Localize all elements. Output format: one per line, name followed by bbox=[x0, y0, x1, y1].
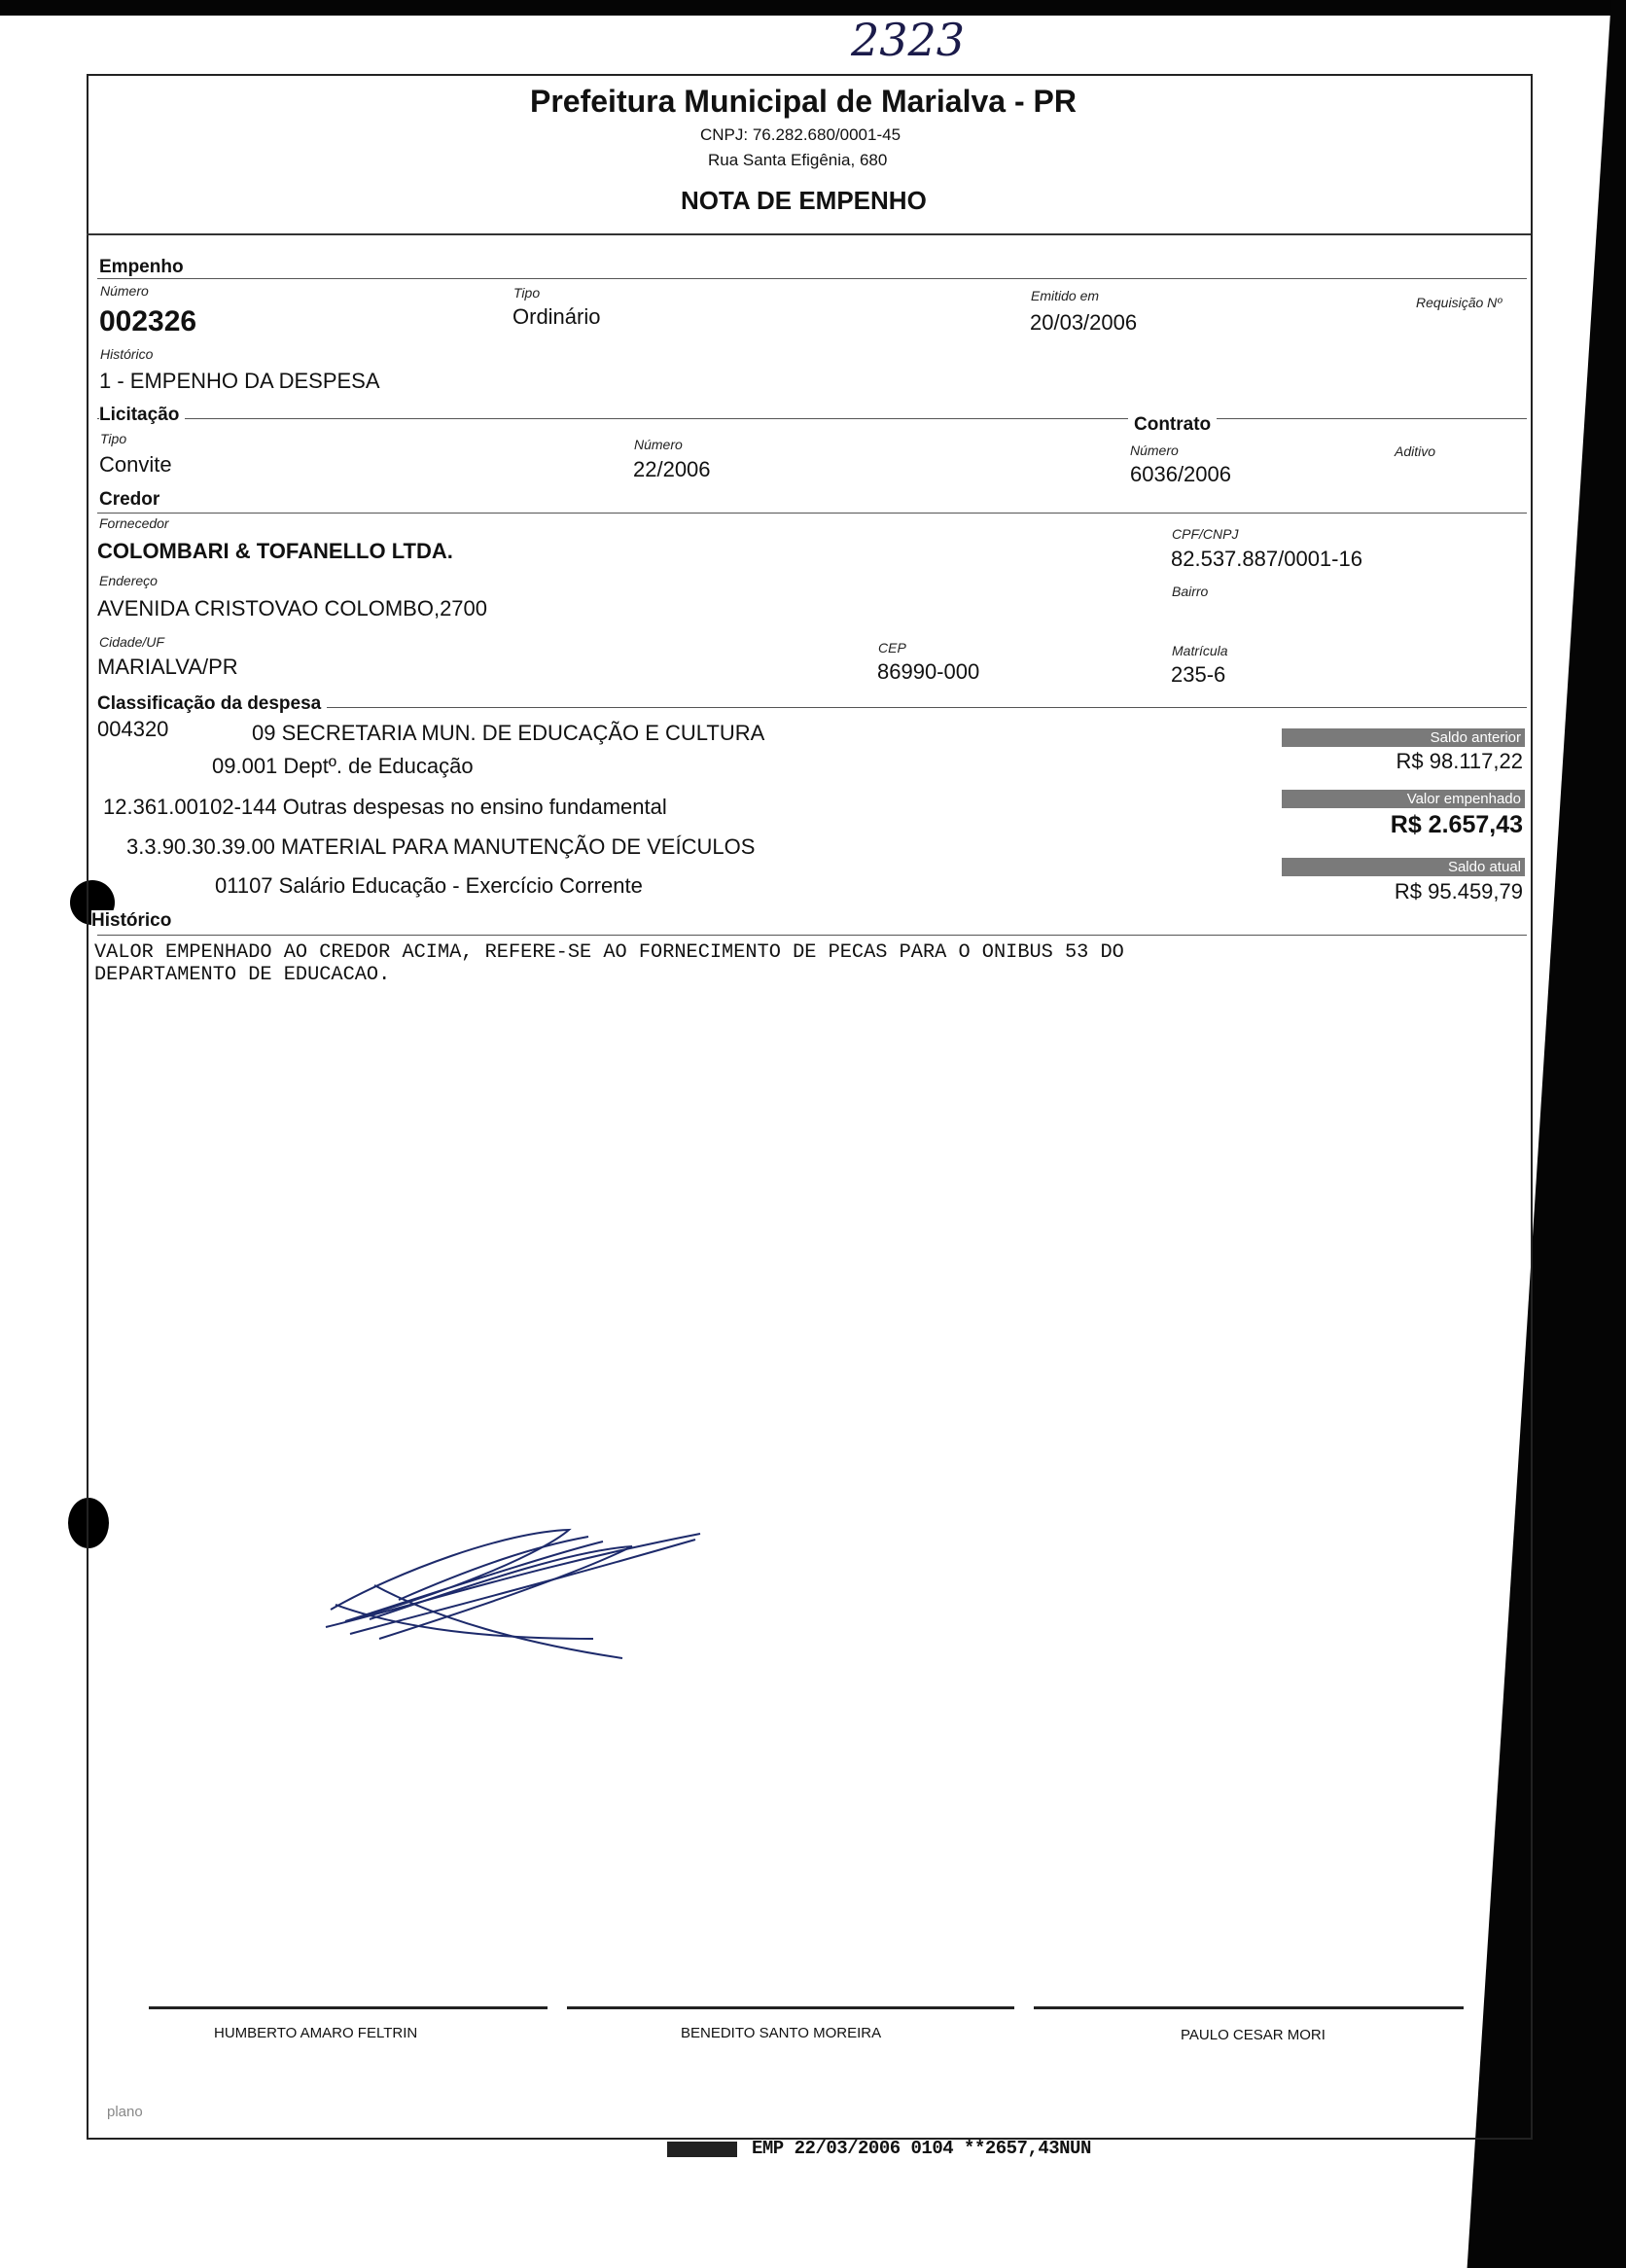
signatory-1: HUMBERTO AMARO FELTRIN bbox=[214, 2025, 418, 2041]
empenho-numero: 002326 bbox=[99, 305, 197, 337]
matricula: 235-6 bbox=[1171, 662, 1226, 687]
empenho-section-title: Empenho bbox=[99, 257, 190, 278]
signatory-3: PAULO CESAR MORI bbox=[1181, 2027, 1326, 2043]
handwritten-page-number: 2323 bbox=[851, 14, 966, 66]
saldo-atual-label: Saldo atual bbox=[1282, 858, 1525, 876]
cpf-cnpj-label: CPF/CNPJ bbox=[1172, 526, 1239, 542]
valor-empenhado: R$ 2.657,43 bbox=[1390, 811, 1523, 838]
historico-section-title: Histórico bbox=[91, 910, 177, 932]
contrato-section-title: Contrato bbox=[1128, 414, 1217, 436]
fornecedor-name: COLOMBARI & TOFANELLO LTDA. bbox=[97, 539, 453, 563]
emitido-date: 20/03/2006 bbox=[1030, 310, 1138, 335]
bairro-label: Bairro bbox=[1172, 584, 1209, 599]
funcional-line: 12.361.00102-144 Outras despesas no ensino fundamental bbox=[103, 795, 667, 819]
elemento-line: 3.3.90.30.39.00 MATERIAL PARA MANUTENÇÃO DE VEÍCULOS bbox=[126, 834, 756, 859]
header-divider bbox=[87, 233, 1531, 235]
cpf-cnpj: 82.537.887/0001-16 bbox=[1171, 547, 1362, 571]
unidade-line: 09.001 Deptº. de Educação bbox=[212, 754, 474, 778]
contrato-numero: 6036/2006 bbox=[1130, 462, 1231, 486]
credor-section-title: Credor bbox=[99, 489, 165, 511]
licitacao-tipo: Convite bbox=[99, 452, 172, 477]
emitido-label: Emitido em bbox=[1031, 288, 1100, 303]
licitacao-section-title: Licitação bbox=[99, 405, 185, 426]
cep: 86990-000 bbox=[877, 659, 980, 684]
cep-label: CEP bbox=[878, 640, 906, 656]
fornecedor-label: Fornecedor bbox=[99, 515, 169, 531]
contrato-numero-label: Número bbox=[1130, 443, 1179, 458]
matricula-label: Matrícula bbox=[1172, 643, 1228, 658]
cidade: MARIALVA/PR bbox=[97, 655, 238, 679]
licitacao-tipo-label: Tipo bbox=[100, 431, 127, 446]
dotacao-code: 004320 bbox=[97, 717, 169, 741]
footer-stamp-block bbox=[667, 2142, 737, 2157]
empenho-historico: 1 - EMPENHO DA DESPESA bbox=[99, 369, 380, 393]
footer-stamp: EMP 22/03/2006 0104 **2657,43NUN bbox=[752, 2138, 1091, 2159]
requisicao-label: Requisição Nº bbox=[1416, 295, 1502, 310]
historico-line-2: DEPARTAMENTO DE EDUCACAO. bbox=[94, 964, 391, 986]
valor-empenhado-label: Valor empenhado bbox=[1282, 790, 1525, 808]
cidade-label: Cidade/UF bbox=[99, 634, 164, 650]
empenho-numero-label: Número bbox=[100, 283, 149, 299]
fonte-line: 01107 Salário Educação - Exercício Corrente bbox=[215, 873, 643, 898]
classificacao-section-title: Classificação da despesa bbox=[97, 693, 327, 715]
footer-left-label: plano bbox=[107, 2104, 143, 2120]
saldo-anterior-label: Saldo anterior bbox=[1282, 728, 1525, 747]
scan-border-top bbox=[0, 0, 1626, 16]
signature-scribble bbox=[311, 1512, 720, 1668]
aditivo-label: Aditivo bbox=[1395, 443, 1436, 459]
signatory-2: BENEDITO SANTO MOREIRA bbox=[681, 2025, 882, 2041]
empenho-historico-label: Histórico bbox=[100, 346, 154, 362]
saldo-anterior: R$ 98.117,22 bbox=[1396, 749, 1523, 773]
empenho-tipo: Ordinário bbox=[513, 304, 601, 329]
licitacao-numero: 22/2006 bbox=[633, 457, 711, 481]
licitacao-numero-label: Número bbox=[634, 437, 683, 452]
orgao-line: 09 SECRETARIA MUN. DE EDUCAÇÃO E CULTURA bbox=[252, 721, 765, 745]
endereco: AVENIDA CRISTOVAO COLOMBO,2700 bbox=[97, 596, 488, 620]
cnpj-line: CNPJ: 76.282.680/0001-45 bbox=[700, 125, 901, 144]
historico-line-1: VALOR EMPENHADO AO CREDOR ACIMA, REFERE-SE AO FORNECIMENTO DE PECAS PARA O ONIBUS 53 DO bbox=[94, 941, 1124, 964]
endereco-label: Endereço bbox=[99, 573, 158, 588]
address-line: Rua Santa Efigênia, 680 bbox=[708, 151, 888, 169]
municipality-title: Prefeitura Municipal de Marialva - PR bbox=[530, 84, 1077, 119]
saldo-atual: R$ 95.459,79 bbox=[1394, 879, 1523, 904]
empenho-tipo-label: Tipo bbox=[513, 285, 541, 301]
document-title: NOTA DE EMPENHO bbox=[681, 186, 927, 215]
